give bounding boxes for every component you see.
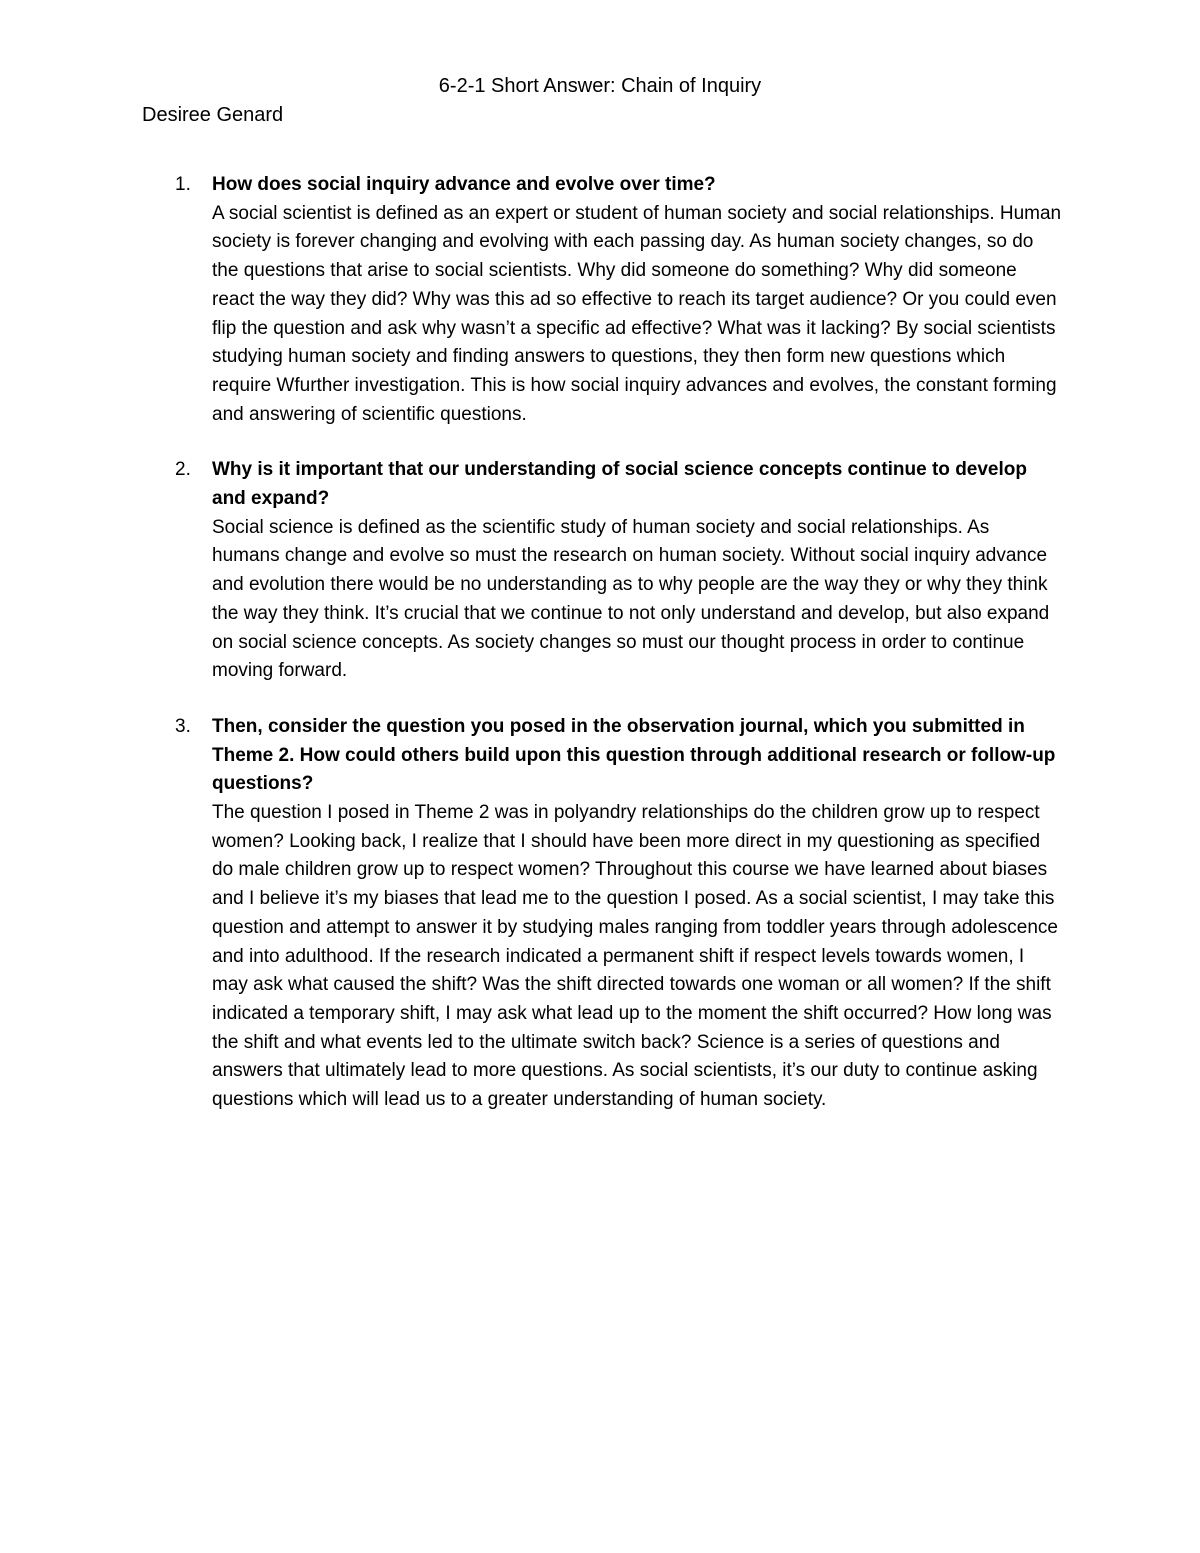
- author-name: Desiree Genard: [142, 104, 284, 126]
- list-item: [142, 713, 1062, 1115]
- list-item: [142, 456, 1062, 686]
- answer-text: The question I posed in Theme 2 was in polyandry relationships do the children grow up to respect women? Looking back, I realize that I should have been more direct in my questioning as specified do male children grow up to respect women? Throughout this course we have learned about biases and I believe it’s my biases that lead me to the question I posed. As a social scientist, I may take this question and attempt to answer it by studying males ranging from toddler years through adolescence and into adulthood. If the research indicated a permanent shift if respect levels towards women, I may ask what caused the shift? Was the shift directed towards one woman or all women? If the shift indicated a temporary shift, I may ask what lead up to the moment the shift occurred? How long was the shift and what events led to the ultimate switch back? Science is a series of questions and answers that ultimately lead to more questions. As social scientists, it’s our duty to continue asking questions which will lead us to a greater understanding of human society.: [212, 802, 1058, 1111]
- answer-text: Social science is defined as the scientific study of human society and social relationships. As humans change and evolve so must the research on human society. Without social inquiry advance and evolution there would be no understanding as to why people are the way they or why they think the way they think. It’s crucial that we continue to not only understand and develop, but also expand on social science concepts. As society changes so must our thought process in order to continue moving forward.: [212, 516, 1050, 682]
- question-text: How does social inquiry advance and evolve over time?: [212, 174, 716, 195]
- document-title: 6-2-1 Short Answer: Chain of Inquiry: [438, 75, 762, 97]
- answer-text: A social scientist is defined as an expert or student of human society and social relationships. Human society is forever changing and evolving with each passing day. As human society changes, so do the questions that arise to social scientists. Why did someone do something? Why did someone react the way they did? Why was this ad so effective to reach its target audience? Or you could even flip the question and ask why wasn’t a specific ad effective? What was it lacking? By social scientists studying human society and finding answers to questions, they then form new questions which require Wfurther investigation. This is how social inquiry advances and evolves, the constant forming and answering of scientific questions.: [212, 202, 1062, 425]
- question-text: Then, consider the question you posed in the observation journal, which you submitted in Theme 2. How could others build upon this question through additional research or follow-up questions?: [212, 715, 1056, 795]
- list-item: [142, 171, 1062, 429]
- question-list: [142, 171, 1062, 1142]
- item-number: 3.: [175, 715, 191, 737]
- item-number: 1.: [175, 174, 191, 195]
- question-text: Why is it important that our understanding of social science concepts continue to develop and expand?: [212, 459, 1027, 510]
- item-number: 2.: [175, 459, 191, 481]
